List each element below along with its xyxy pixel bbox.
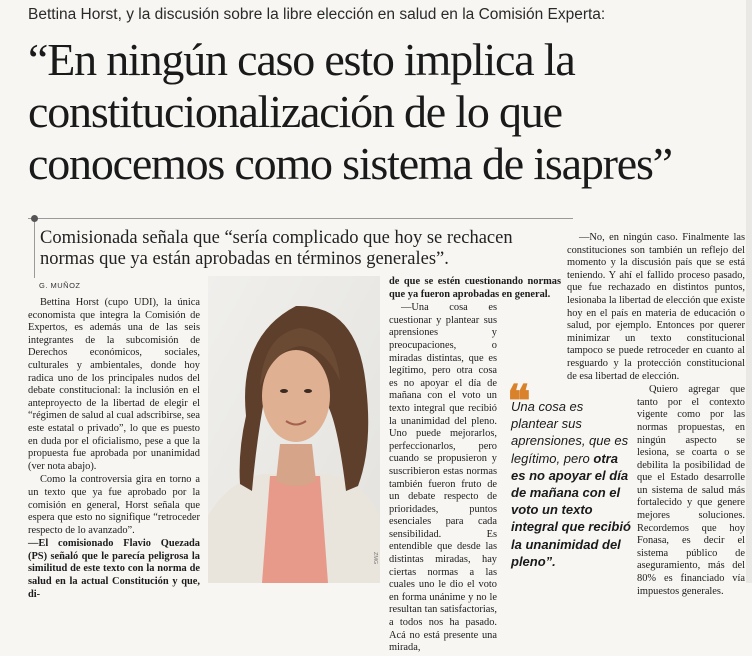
paragraph: Bettina Horst (cupo UDI), la única economista que integra la Comisión de Expertos, es además una de las seis integrantes de la subcomisión de Derechos económicos, sociales, culturales y ambientales, donde hoy radica uno de los principales nudos del debate constitucional: la inclusión en el anteproyecto de la libertad de elegir el “régimen de salud al cual adscribirse, sea este estatal o privado”, lo que es puesto en duda por el oficialismo, pese a que la propuesta fue aprobada por unanimidad (ver nota abajo). bbox=[28, 297, 200, 472]
paragraph: —No, en ningún caso. Finalmente las constituciones son también un reflejo del momento y la discusión país que se está teniendo. Y ahí el fallido proceso pasado, que fue rechazado en distintos puntos, lesionaba la libertad de elección que existe hoy en el país en materia de educación o salud, por ejemplo. Entonces por querer minimizar un texto constitucional tampoco se puede retroceder en cuanto al resguardo y la protección constitucional de esa libertad de elección. bbox=[567, 232, 745, 382]
headline-line-3: conocemos como sistema de isapres” bbox=[28, 138, 672, 189]
paragraph: —Una cosa es cuestionar y plantear sus aprensiones y preocupaciones, o miradas distintas, que es legítimo, pero otra cosa es no apoyar el día de mañana con el voto un texto integral que recibió la unanimidad del pleno. Uno puede mejorarlos, perfeccionarlos, pero cuando se propusieron y suscribieron estas normas también fueron fruto de un debate respecto de prioridades, puntos esenciales para cada sensibilidad. Es entendible que desde las distintas miradas, hay ciertas normas a las cuales uno le dio el voto en forma unánime y no le resultan tan satisfactorias, a todos nos ha pasado. Acá no está presente una mirada, bbox=[389, 302, 497, 654]
divider-dot bbox=[31, 215, 38, 222]
headline-line-1: “En ningún caso esto implica la bbox=[28, 34, 575, 85]
portrait-photo bbox=[208, 276, 380, 583]
kicker: Bettina Horst, y la discusión sobre la libre elección en salud en la Comisión Experta: bbox=[28, 6, 606, 23]
quote-mark-icon: ❝ bbox=[507, 377, 531, 426]
page-edge bbox=[746, 0, 752, 583]
subhead: Comisionada señala que “sería complicado que hoy se rechacen normas que ya están aprobadas en términos generales”. bbox=[40, 228, 513, 269]
paragraph: Quiero agregar que tanto por el contexto vigente como por las normas propuestas, en ningún aspecto se lesiona, se coarta o se debilita la posibilidad de que el Estado desarrolle un sistema de salud más fortalecido y que genere mejores soluciones. Recordemos que hoy Fonasa, es decir el sistema público de aseguramiento, más del 80% es financiado vía impuestos generales. bbox=[637, 384, 745, 597]
question-paragraph: —El comisionado Flavio Quezada (PS) señaló que le parecía peligrosa la similitud de este texto con la norma de salud en la actual Constitución y que, di- bbox=[28, 538, 200, 600]
paragraph: Como la controversia gira en torno a un texto que ya fue aprobado por la comisión en general, Horst señala que espera que esto no signifique “retroceder respecto de lo avanzado”. bbox=[28, 474, 200, 536]
subhead-rule bbox=[34, 218, 35, 278]
article-column-4 bbox=[567, 232, 745, 599]
question-paragraph: de que se estén cuestionando normas que ya fueron aprobadas en general. bbox=[389, 276, 561, 300]
headline-line-2: constitucionalización de lo que bbox=[28, 86, 562, 137]
pull-quote-plain: Una cosa es plantear sus aprensiones, que es legítimo, pero bbox=[511, 399, 629, 466]
byline: G. MUÑOZ bbox=[39, 281, 81, 290]
headline bbox=[28, 34, 750, 190]
portrait-of-woman bbox=[208, 276, 380, 583]
pull-quote-bold: otra es no apoyar el día de mañana con el voto un texto integral que recibió la unanimidad del pleno”. bbox=[511, 450, 631, 569]
section-divider bbox=[28, 218, 573, 219]
photo-credit: ZMG bbox=[372, 552, 378, 565]
article-column-1 bbox=[28, 297, 200, 602]
